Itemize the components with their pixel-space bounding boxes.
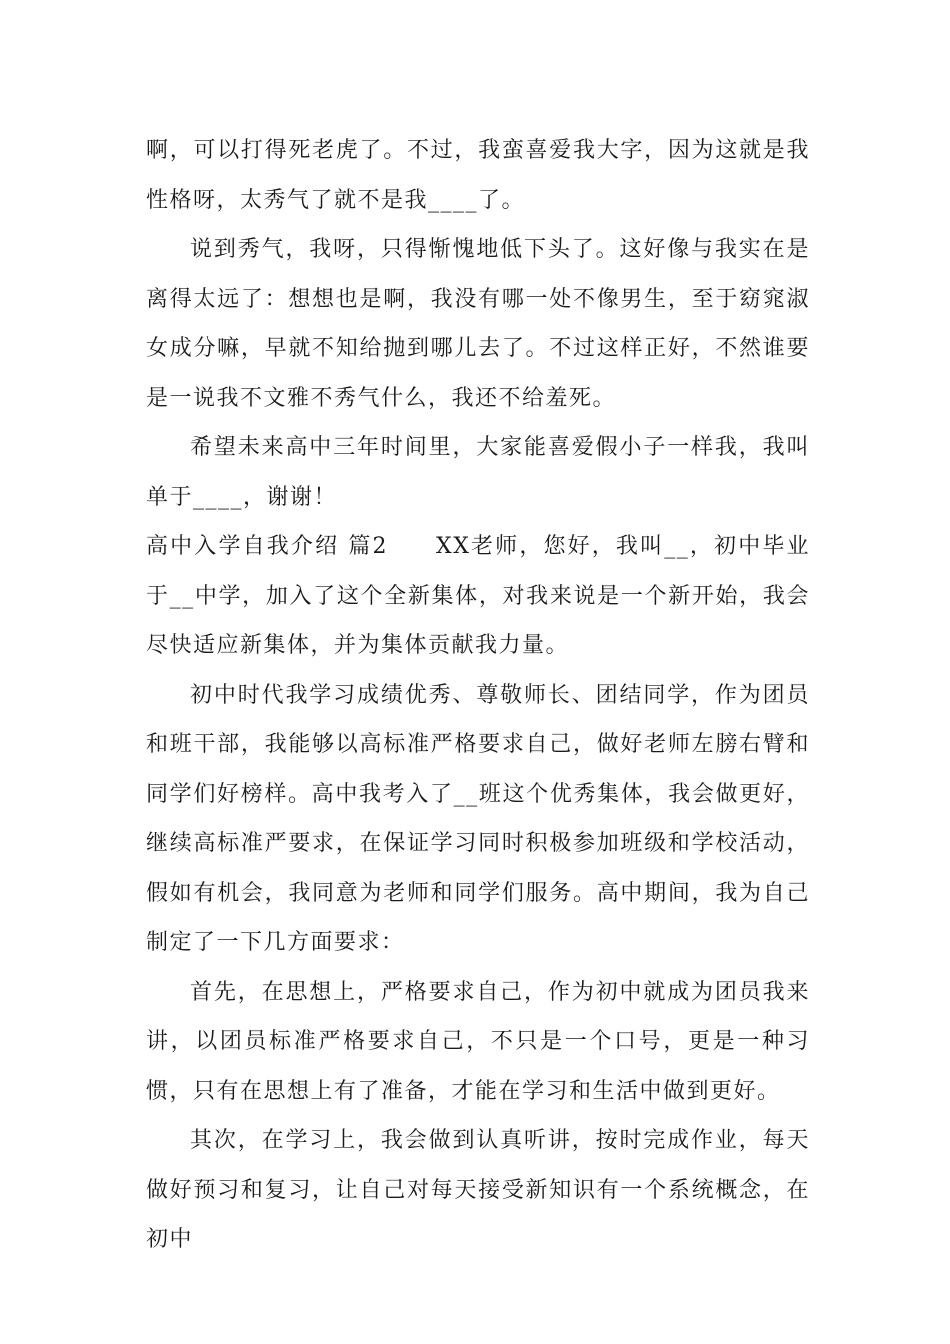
section-heading-paragraph (146, 522, 810, 671)
paragraph-3: 希望未来高中三年时间里，大家能喜爱假小子一样我，我叫单于____，谢谢！ (146, 435, 810, 510)
paragraph-2: 说到秀气，我呀，只得惭愧地低下头了。这好像与我实在是离得太远了：想想也是啊，我没有哪一处不像男生，至于窈窕淑女成分嘛，早就不知给抛到哪儿去了。不过这样正好，不然谁要是一说我不文雅不秀气什么，我还不给羞死。 (146, 237, 810, 411)
section-heading-title: 高中入学自我介绍 篇2 (146, 534, 389, 559)
document-body (146, 126, 810, 1265)
paragraph-6: 其次，在学习上，我会做到认真听讲，按时完成作业，每天做好预习和复习，让自己对每天接受新知识有一个系统概念，在初中 (146, 1128, 810, 1252)
paragraph-1: 啊，可以打得死老虎了。不过，我蛮喜爱我大字，因为这就是我性格呀，太秀气了就不是我____了。 (146, 138, 810, 213)
paragraph-5: 首先，在思想上，严格要求自己，作为初中就成为团员我来讲，以团员标准严格要求自己，不只是一个口号，更是一种习惯，只有在思想上有了准备，才能在学习和生活中做到更好。 (146, 979, 810, 1104)
paragraph-4: 初中时代我学习成绩优秀、尊敬师长、团结同学，作为团员和班干部，我能够以高标准严格要求自己，做好老师左膀右臂和同学们好榜样。高中我考入了__班这个优秀集体，我会做更好，继续高标准严要求，在保证学习同时积极参加班级和学校活动，假如有机会，我同意为老师和同学们服务。高中期间，我为自己制定了一下几方面要求： (146, 682, 810, 955)
section-heading-text: XX老师，您好，我叫__，初中毕业于__中学，加入了这个全新集体，对我来说是一个新开始，我会尽快适应新集体，并为集体贡献我力量。 (146, 534, 810, 658)
